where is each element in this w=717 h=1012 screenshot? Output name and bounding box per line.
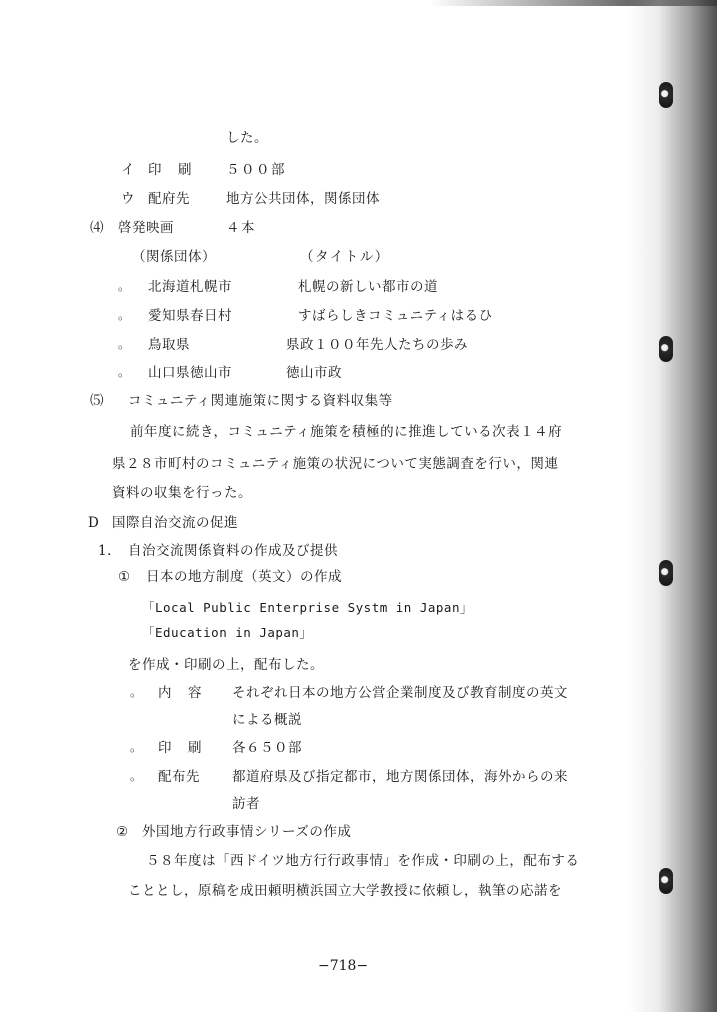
paragraph-line: 県２８市町村のコミュニティ施策の状況について実態調査を行い，関連 (112, 456, 559, 472)
column-header: （関係団体） (132, 249, 216, 265)
section-heading: コミュニティ関連施策に関する資料収集等 (128, 393, 393, 409)
list-item-org: 鳥取県 (148, 337, 190, 353)
bullet-mark: 。 (118, 365, 131, 379)
english-title: 「Education in Japan」 (142, 625, 313, 640)
item-label: 配府先 (148, 191, 190, 207)
paragraph-line: ５８年度は「西ドイツ地方行行政事情」を作成・印刷の上，配布する (146, 853, 580, 869)
bullet-mark: 。 (130, 740, 143, 754)
section-number: ⑸ (90, 393, 104, 409)
bullet-mark: 。 (130, 769, 143, 783)
item-value: 都道府県及び指定都市，地方関係団体，海外からの来 (232, 769, 568, 785)
section-heading: 啓発映画 (118, 220, 174, 236)
bullet-mark: 。 (118, 279, 131, 293)
item-heading: 日本の地方制度（英文）の作成 (146, 569, 342, 585)
list-item-title: 徳山市政 (286, 365, 342, 381)
item-marker: ウ (121, 191, 135, 207)
item-value-cont: 訪者 (232, 796, 260, 812)
item-value-cont: による概説 (232, 712, 302, 728)
item-heading: 外国地方行政事情シリーズの作成 (142, 824, 352, 840)
column-header: （タイトル） (300, 249, 390, 265)
item-label: 印 刷 (148, 162, 193, 178)
list-item-org: 愛知県春日村 (148, 308, 232, 324)
chapter-heading: 国際自治交流の促進 (112, 515, 238, 531)
binder-ring (659, 560, 673, 586)
bullet-mark: 。 (130, 685, 143, 699)
paragraph-line: こととし，原稿を成田頼明横浜国立大学教授に依頼し，執筆の応諾を (128, 883, 562, 899)
subsection-heading: 自治交流関係資料の作成及び提供 (128, 543, 338, 559)
paragraph-line: 前年度に続き，コミュニティ施策を積極的に推進している次表１４府 (130, 424, 563, 440)
list-item-title: 札幌の新しい都市の道 (298, 279, 438, 295)
list-item-org: 北海道札幌市 (148, 279, 232, 295)
page-number: −718− (318, 958, 369, 974)
circled-number: ② (116, 824, 129, 840)
bullet-mark: 。 (118, 308, 131, 322)
item-label: 印 刷 (158, 740, 203, 756)
paragraph-line: 資料の収集を行った。 (112, 485, 252, 501)
item-label: 配布先 (158, 769, 200, 785)
list-item-title: すばらしきコミュニティはるひ (298, 308, 493, 324)
binder-ring (659, 868, 673, 894)
subsection-number: 1. (98, 543, 112, 559)
item-value: 各６５０部 (232, 740, 302, 756)
list-item-org: 山口県徳山市 (148, 365, 232, 381)
bullet-mark: 。 (118, 337, 131, 351)
item-value: ４本 (226, 220, 256, 236)
chapter-letter: D (88, 515, 100, 531)
section-number: ⑷ (90, 220, 104, 236)
binder-ring (659, 82, 673, 108)
item-label: 内 容 (158, 685, 203, 701)
list-item-title: 県政１００年先人たちの歩み (286, 337, 468, 353)
circled-number: ① (118, 569, 131, 585)
binder-ring (659, 336, 673, 362)
text-line: した。 (226, 130, 268, 146)
binding-shadow (627, 0, 717, 1012)
paragraph-line: を作成・印刷の上，配布した。 (128, 657, 324, 673)
english-title: 「Local Public Enterprise Systm in Japan」 (142, 600, 473, 615)
item-value: ５００部 (226, 162, 286, 178)
item-marker: イ (121, 162, 135, 178)
item-value: それぞれ日本の地方公営企業制度及び教育制度の英文 (232, 685, 568, 701)
item-value: 地方公共団体，関係団体 (226, 191, 380, 207)
